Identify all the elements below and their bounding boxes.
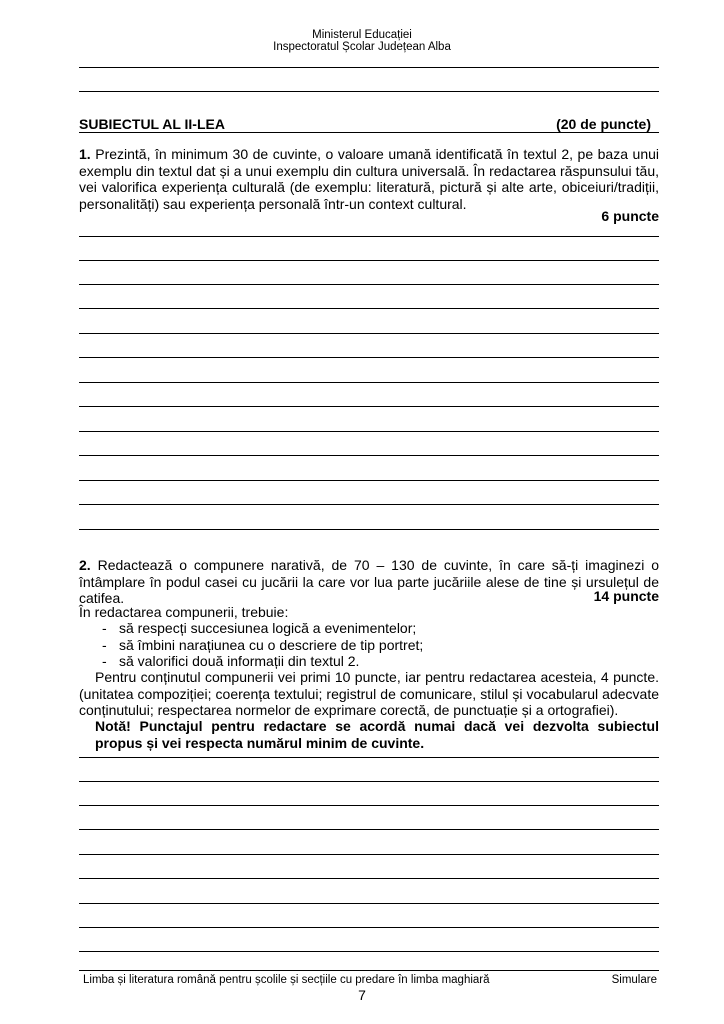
subject-title-text: SUBIECTUL AL II-LEA	[79, 116, 225, 132]
page-number: 7	[358, 987, 366, 1003]
requirements-list	[79, 620, 659, 670]
subject-points: (20 de puncte)	[556, 116, 651, 132]
header-inspectorate: Inspectoratul Școlar Județean Alba	[273, 41, 451, 53]
answer-line	[79, 357, 659, 358]
answer-line	[79, 480, 659, 481]
answer-line	[79, 903, 659, 904]
answer-line	[79, 382, 659, 383]
answer-line	[79, 308, 659, 309]
answer-line	[79, 757, 659, 758]
answer-line	[79, 260, 659, 261]
note-text: Notă! Punctajul pentru redactare se acordă numai dacă vei dezvolta subiectul propus și vei respecta numărul minim de cuvinte.	[95, 718, 659, 751]
answer-line	[79, 951, 659, 952]
question-2-points: 14 puncte	[593, 588, 659, 604]
answer-line	[79, 455, 659, 456]
answer-line	[79, 236, 659, 237]
answer-line	[79, 67, 659, 68]
answer-line	[79, 854, 659, 855]
footer-subject: Limba și literatura română pentru școlile și secțiile cu predare în limba maghiară	[83, 974, 490, 986]
answer-line	[79, 91, 659, 92]
answer-line	[79, 406, 659, 407]
scoring-text: Pentru conținutul compunerii vei primi 10 puncte, iar pentru redactarea acesteia, 4 puncte. (unitatea compoziției; coerența textului; registrul de comunicare, stilul și vocabularul adecvate conținutului; respectarea normelor de exprimare corectă, de punctuație și a ortografiei).	[79, 669, 659, 718]
question-1	[79, 146, 659, 212]
list-item: - să îmbini narațiunea cu o descriere de tip portret;	[102, 636, 424, 653]
answer-line	[79, 805, 659, 806]
question-2	[79, 557, 659, 607]
answer-line	[79, 529, 659, 530]
answer-line	[79, 431, 659, 432]
question-2-text: Redactează o compunere narativă, de 70 – 130 de cuvinte, în care să-ți imaginezi o întâmplare în podul casei cu jucării la care vor lua parte jucăriile alese de tine și ursulețul de catifea.	[79, 557, 660, 606]
answer-line	[79, 829, 659, 830]
footer-rule	[79, 970, 659, 971]
answer-line	[79, 504, 659, 505]
question-2-intro: În redactarea compunerii, trebuie:	[79, 604, 289, 620]
subject-title	[79, 116, 659, 133]
list-item: - să respecți succesiunea logică a evenimentelor;	[102, 620, 417, 636]
header-ministry: Ministerul Educației	[312, 29, 412, 41]
answer-line	[79, 781, 659, 782]
footer-exam-type: Simulare	[611, 974, 657, 986]
answer-line	[79, 333, 659, 334]
question-1-number: 1.	[79, 146, 91, 162]
answer-line	[79, 878, 659, 879]
question-1-text: Prezintă, în minimum 30 de cuvinte, o valoare umană identificată în textul 2, pe baza unui exemplu din textul dat și a unui exemplu din cultura universală. În redactarea răspunsului tău, vei valorifica experiența culturală (de exemplu: literatură, pictură și alte arte, obiceiuri/tradiții, personalități) sau experiența personală într-un context cultural.	[79, 146, 660, 212]
question-2-number: 2.	[79, 557, 91, 573]
question-1-points: 6 puncte	[601, 208, 659, 224]
answer-line	[79, 927, 659, 928]
list-item: - să valorifici două informații din textul 2.	[102, 653, 360, 669]
answer-line	[79, 284, 659, 285]
